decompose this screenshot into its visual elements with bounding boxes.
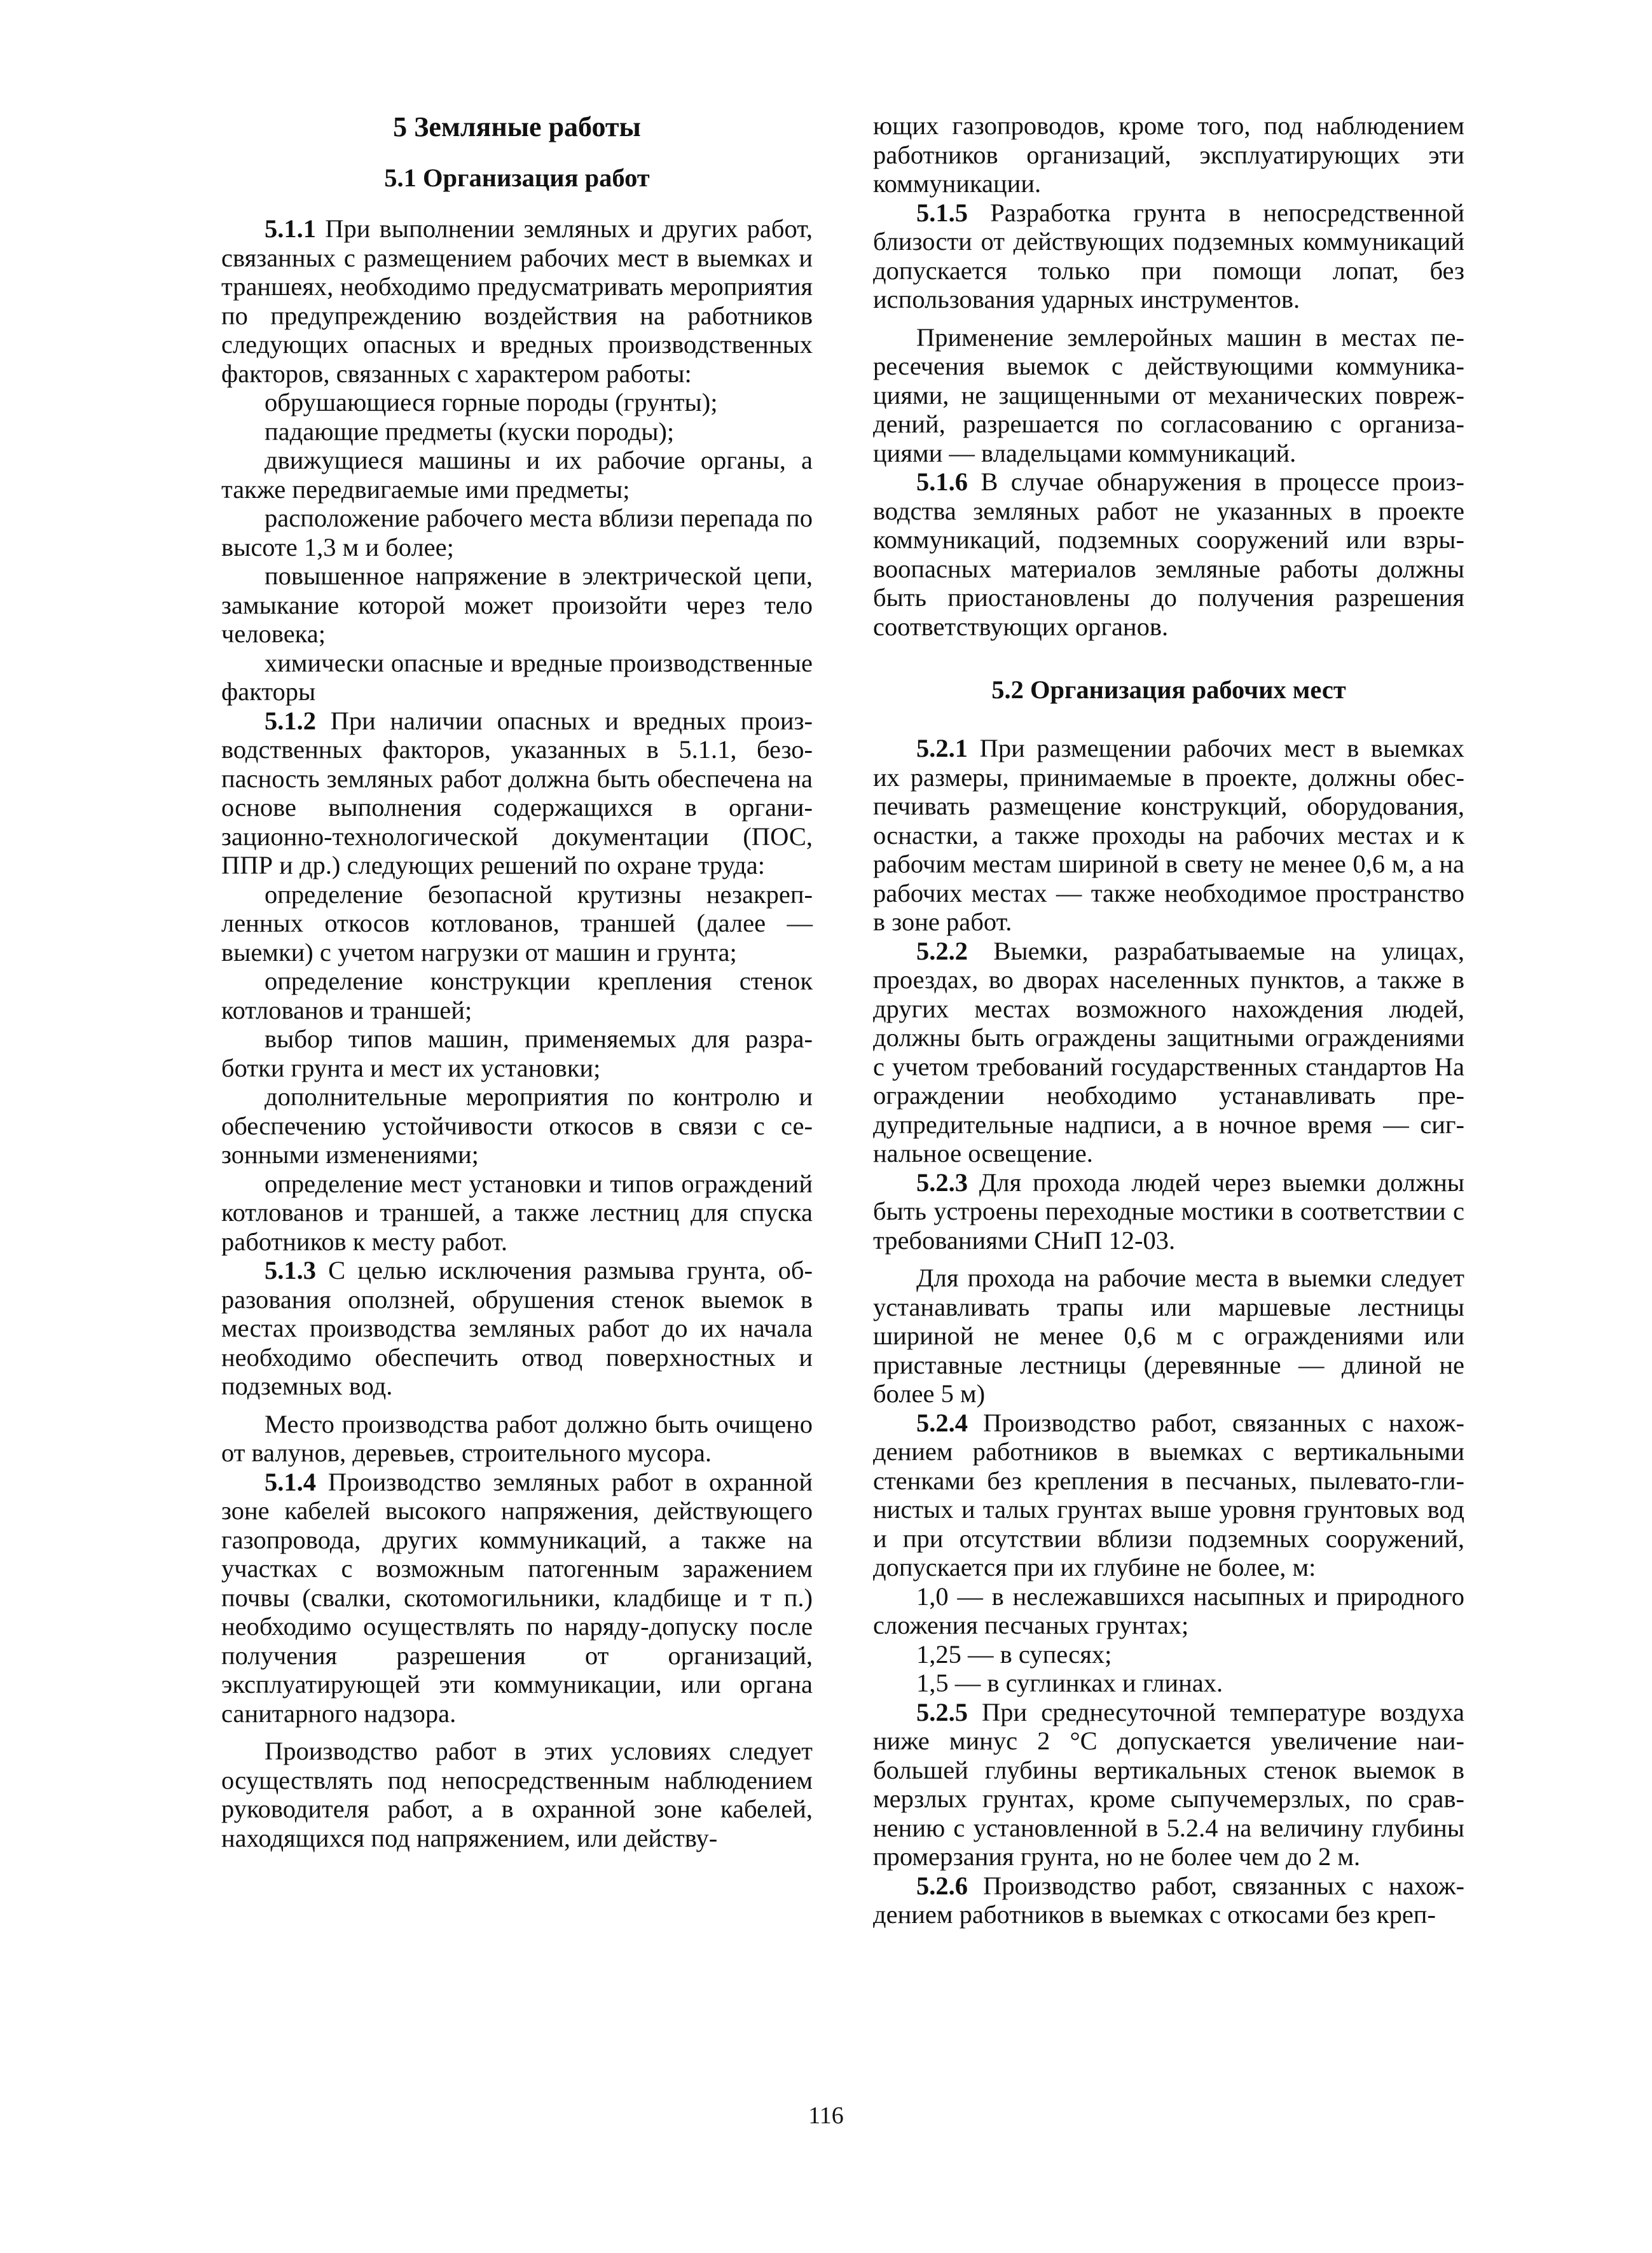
paragraph	[873, 467, 1464, 641]
paragraph	[873, 1409, 1464, 1582]
paragraph-text: Выемки, разрабатываемые на улицах, проездах, во дворах населенных пунктов, а также в других местах возможного нахождения людей, должны быть ограждены защитными ограждениями с учетом требований государственных стандартов На ограждении необходимо устанавливать предупредительные надписи, а в ночное время — сигнальное освещение.	[873, 936, 1464, 1168]
paragraph-text: ющих газопроводов, кроме того, под наблюдением работников организаций, эксплуатирующих эти коммуникации.	[873, 111, 1464, 198]
paragraph	[873, 1698, 1464, 1871]
clause-number: 5.2.3	[916, 1168, 968, 1197]
paragraph-text: определение конструкции крепления стенок котлованов и траншей;	[221, 967, 813, 1024]
paragraph	[221, 1169, 813, 1257]
paragraph-text: 1,0 — в неслежавшихся насыпных и природного сложения песчаных грунтах;	[873, 1581, 1464, 1639]
paragraph-text: Для прохода людей через выемки должны быть устроены переходные мостики в соответствии с требованиями СНиП 12-03.	[873, 1168, 1464, 1255]
paragraph	[221, 1082, 813, 1169]
left-paragraphs	[221, 214, 813, 1852]
paragraph	[873, 111, 1464, 198]
clause-number: 5.2.1	[916, 734, 968, 762]
clause-number: 5.1.1	[265, 214, 316, 243]
right-paragraphs-bottom	[873, 734, 1464, 1929]
paragraph	[873, 1168, 1464, 1255]
paragraph	[873, 1669, 1464, 1698]
paragraph	[221, 214, 813, 388]
paragraph	[221, 562, 813, 649]
paragraph	[221, 649, 813, 706]
paragraph-text: Производство работ, связанных с нахождением работников в выемках с откосами без креп-	[873, 1871, 1464, 1929]
paragraph	[221, 1024, 813, 1082]
paragraph-text: дополнительные мероприятия по контролю и обеспечению устойчивости откосов в связи с сезонными изменениями;	[221, 1082, 813, 1169]
paragraph	[221, 504, 813, 562]
paragraph-text: химически опасные и вредные производственные факторы	[221, 648, 813, 706]
paragraph-text: движущиеся машины и их рабочие органы, а также передвигаемые ими предметы;	[221, 446, 813, 504]
paragraph	[221, 1410, 813, 1468]
paragraph	[873, 198, 1464, 314]
paragraph	[873, 1582, 1464, 1640]
clause-number: 5.2.4	[916, 1408, 968, 1437]
clause-number: 5.1.6	[916, 467, 968, 496]
paragraph-text: 1,25 — в супесях;	[916, 1639, 1112, 1669]
paragraph-text: Разработка грунта в непосредственной близости от действующих подземных коммуникаций допускается только при помощи лопат, без использования ударных инструментов.	[873, 198, 1464, 313]
left-column	[221, 111, 813, 1852]
clause-number: 5.1.2	[265, 706, 316, 735]
paragraph-text: Производство земляных работ в охранной зоне кабелей высокого напряжения, действующего газопровода, других коммуникаций, а также на участках с возможным патогенным заражением почвы (свалки, скотомогильники, кладбище и т п.) необходимо осуществлять по наряду-допуску после получения разрешения от организаций, эксплуатирующей эти коммуникации, или органа санитарного надзора.	[221, 1467, 813, 1728]
paragraph	[873, 1264, 1464, 1409]
paragraph-text: Производство работ в этих условиях следует осуществлять под непосредственным наблюдением руководителя работ, а в охранной зоне кабелей, находящихся под напряжением, или действу-	[221, 1737, 813, 1852]
paragraph	[221, 417, 813, 446]
section-title: 5 Земляные работы	[393, 111, 641, 142]
clause-number: 5.1.3	[265, 1256, 316, 1285]
paragraph	[221, 706, 813, 880]
paragraph-text: 1,5 — в суглинках и глинах.	[916, 1669, 1223, 1697]
paragraph	[873, 323, 1464, 468]
paragraph-text: обрушающиеся горные породы (грунты);	[265, 388, 718, 417]
paragraph	[221, 1737, 813, 1852]
paragraph	[221, 880, 813, 967]
right-paragraphs-top	[873, 111, 1464, 641]
paragraph-text: выбор типов машин, применяемых для разработки грунта и мест их установки;	[221, 1024, 813, 1082]
paragraph-text: определение мест установки и типов ограждений котлованов и траншей, а также лестниц для спуска работников к месту работ.	[221, 1169, 813, 1256]
paragraph-text: В случае обнаружения в процессе производства земляных работ не указанных в проекте коммуникаций, подземных сооружений или взрывоопасных материалов земляные работы должны быть приостановлены до получения разрешения соответствующих органов.	[873, 467, 1464, 641]
paragraph-text: При выполнении земляных и других работ, связанных с размещением рабочих мест в выемках и траншеях, необходимо предусматривать мероприятия по предупреждению воздействия на работников следующих опасных и вредных производственных факторов, связанных с характером работы:	[221, 214, 813, 388]
paragraph-text: При среднесуточной температуре воздуха ниже минус 2 °С допускается увеличение наибольшей глубины вертикальных стенок выемок в мерзлых грунтах, кроме сыпучемерзлых, по сравнению с установленной в 5.2.4 на величину глубины промерзания грунта, но не более чем до 2 м.	[873, 1697, 1464, 1871]
paragraph-text: Производство работ, связанных с нахождением работников в выемках с вертикальными стенками без крепления в песчаных, пылевато-глинистых и талых грунтах выше уровня грунтовых вод и при отсутствии вблизи подземных сооружений, допускается при их глубине не более, м:	[873, 1408, 1464, 1581]
paragraph-text: Для прохода на рабочие места в выемки следует устанавливать трапы или маршевые лестницы шириной не менее 0,6 м с ограждениями или приставные лестницы (деревянные — длиной не более 5 м)	[873, 1264, 1464, 1408]
paragraph-text: Применение землеройных машин в местах пересечения выемок с действующими коммуникациями, не защищенными от механических повреждений, разрешается по согласованию с организациями — владельцами коммуникаций.	[873, 322, 1464, 467]
paragraph-text: При наличии опасных и вредных производственных факторов, указанных в 5.1.1, безопасность земляных работ должна быть обеспечена на основе выполнения содержащихся в организационно-технологической документации (ПОС, ППР и др.) следующих решений по охране труда:	[221, 706, 813, 879]
paragraph	[221, 1256, 813, 1401]
right-column	[873, 111, 1464, 1929]
subsection-title-5-2: 5.2 Организация рабочих мест	[991, 675, 1346, 704]
subsection-title-5-1: 5.1 Организация работ	[384, 163, 650, 192]
clause-number: 5.2.2	[916, 936, 968, 965]
paragraph	[221, 388, 813, 417]
paragraph	[873, 937, 1464, 1168]
paragraph	[873, 1871, 1464, 1929]
paragraph-text: повышенное напряжение в электрической цепи, замыкание которой может произойти через тело человека;	[221, 562, 813, 648]
paragraph	[221, 446, 813, 504]
paragraph-text: С целью исключения размыва грунта, образования оползней, обрушения стенок выемок в местах производства земляных работ до их начала необходимо обеспечить отвод поверхностных и подземных вод.	[221, 1256, 813, 1400]
paragraph-text: определение безопасной крутизны незакрепленных откосов котлованов, траншей (далее — выемки) с учетом нагрузки от машин и грунта;	[221, 879, 813, 967]
paragraph	[221, 967, 813, 1024]
paragraph-text: Место производства работ должно быть очищено от валунов, деревьев, строительного мусора.	[221, 1409, 813, 1467]
clause-number: 5.2.6	[916, 1871, 968, 1900]
paragraph-text: расположение рабочего места вблизи перепада по высоте 1,3 м и более;	[221, 504, 813, 562]
paragraph	[221, 1468, 813, 1728]
clause-number: 5.1.4	[265, 1467, 316, 1496]
paragraph	[873, 734, 1464, 937]
page-number: 116	[808, 2102, 844, 2129]
clause-number: 5.2.5	[916, 1697, 968, 1726]
clause-number: 5.1.5	[916, 198, 968, 227]
paragraph	[873, 1640, 1464, 1669]
paragraph-text: При размещении рабочих мест в выемках их размеры, принимаемые в проекте, должны обеспечивать размещение конструкций, оборудования, оснастки, а также проходы на рабочих местах и к рабочим местам шириной в свету не менее 0,6 м, а на рабочих местах — также необходимое пространство в зоне работ.	[873, 734, 1464, 936]
paragraph-text: падающие предметы (куски породы);	[265, 417, 675, 446]
